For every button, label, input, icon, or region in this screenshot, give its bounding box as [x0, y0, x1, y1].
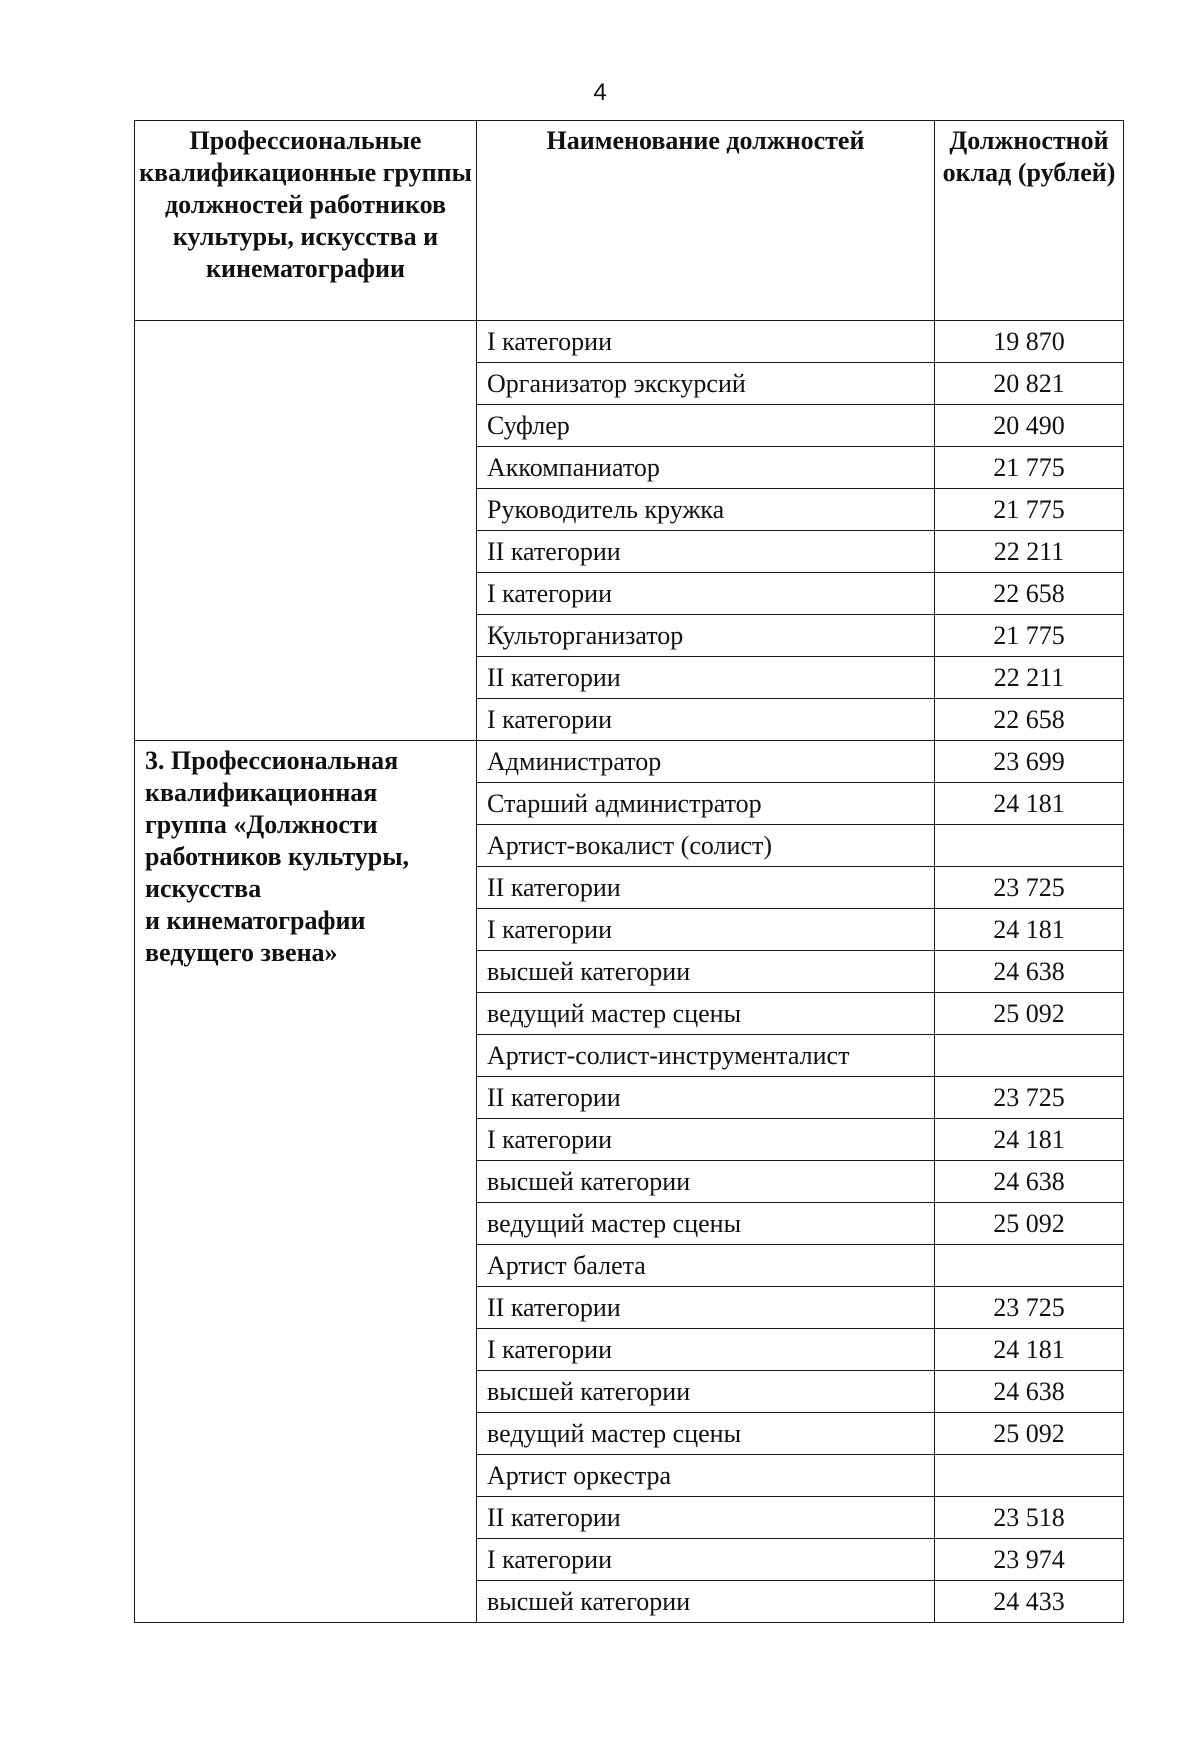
- position-name-cell: Артист-солист-инструменталист: [477, 1035, 935, 1077]
- position-name-cell: II категории: [477, 1497, 935, 1539]
- salary-table: [134, 120, 1124, 1623]
- position-name-cell: I категории: [477, 573, 935, 615]
- salary-cell: 24 638: [935, 1161, 1124, 1203]
- group-cell: [135, 741, 477, 1623]
- header-group-column: Профессиональные квалификационные группы должностей работников культуры, искусства и кинематографии: [135, 121, 477, 321]
- position-name-cell: Аккомпаниатор: [477, 447, 935, 489]
- salary-cell: 23 725: [935, 1077, 1124, 1119]
- salary-cell: 24 638: [935, 1371, 1124, 1413]
- salary-cell: 23 699: [935, 741, 1124, 783]
- salary-cell: 23 725: [935, 1287, 1124, 1329]
- position-name-cell: I категории: [477, 909, 935, 951]
- salary-cell: 19 870: [935, 321, 1124, 363]
- salary-cell: 24 181: [935, 1119, 1124, 1161]
- group-title: 3. Профессиональная квалификационная группа «Должности работников культуры, искусства и кинематографии ведущего звена»: [145, 746, 410, 967]
- salary-cell: 24 181: [935, 1329, 1124, 1371]
- salary-cell: 23 974: [935, 1539, 1124, 1581]
- position-name-cell: ведущий мастер сцены: [477, 993, 935, 1035]
- position-name-cell: I категории: [477, 1119, 935, 1161]
- group-cell: [135, 321, 477, 741]
- salary-cell: 22 211: [935, 657, 1124, 699]
- position-name-cell: Артист балета: [477, 1245, 935, 1287]
- position-name-cell: Культорганизатор: [477, 615, 935, 657]
- salary-cell: 21 775: [935, 489, 1124, 531]
- position-name-cell: Организатор экскурсий: [477, 363, 935, 405]
- position-name-cell: высшей категории: [477, 951, 935, 993]
- table-header-row: [135, 121, 1124, 321]
- position-name-cell: Артист оркестра: [477, 1455, 935, 1497]
- position-name-cell: I категории: [477, 1539, 935, 1581]
- salary-cell: 24 638: [935, 951, 1124, 993]
- salary-cell: 22 658: [935, 573, 1124, 615]
- position-name-cell: Руководитель кружка: [477, 489, 935, 531]
- position-name-cell: ведущий мастер сцены: [477, 1203, 935, 1245]
- position-name-cell: Администратор: [477, 741, 935, 783]
- salary-cell: 20 490: [935, 405, 1124, 447]
- position-name-cell: Артист-вокалист (солист): [477, 825, 935, 867]
- salary-cell: 24 433: [935, 1581, 1124, 1623]
- salary-cell: 22 211: [935, 531, 1124, 573]
- position-name-cell: II категории: [477, 531, 935, 573]
- salary-cell: 22 658: [935, 699, 1124, 741]
- position-name-cell: II категории: [477, 867, 935, 909]
- position-name-cell: Суфлер: [477, 405, 935, 447]
- salary-cell: [935, 1035, 1124, 1077]
- salary-cell: 25 092: [935, 993, 1124, 1035]
- table-row: [135, 321, 1124, 363]
- page-number: 4: [593, 79, 607, 106]
- salary-cell: [935, 1455, 1124, 1497]
- salary-cell: [935, 825, 1124, 867]
- position-name-cell: высшей категории: [477, 1161, 935, 1203]
- header-position-column: Наименование должностей: [477, 121, 935, 321]
- position-name-cell: Старший администратор: [477, 783, 935, 825]
- salary-cell: 23 518: [935, 1497, 1124, 1539]
- salary-cell: 20 821: [935, 363, 1124, 405]
- position-name-cell: II категории: [477, 1287, 935, 1329]
- position-name-cell: II категории: [477, 657, 935, 699]
- salary-cell: 24 181: [935, 909, 1124, 951]
- salary-cell: 21 775: [935, 447, 1124, 489]
- salary-cell: 21 775: [935, 615, 1124, 657]
- salary-cell: 25 092: [935, 1203, 1124, 1245]
- position-name-cell: высшей категории: [477, 1581, 935, 1623]
- position-name-cell: высшей категории: [477, 1371, 935, 1413]
- salary-cell: 24 181: [935, 783, 1124, 825]
- table-body: [135, 321, 1124, 1623]
- position-name-cell: I категории: [477, 1329, 935, 1371]
- header-salary-column: Должностной оклад (рублей): [935, 121, 1124, 321]
- position-name-cell: I категории: [477, 699, 935, 741]
- position-name-cell: ведущий мастер сцены: [477, 1413, 935, 1455]
- salary-cell: [935, 1245, 1124, 1287]
- salary-cell: 25 092: [935, 1413, 1124, 1455]
- position-name-cell: II категории: [477, 1077, 935, 1119]
- salary-cell: 23 725: [935, 867, 1124, 909]
- table-row: [135, 741, 1124, 783]
- position-name-cell: I категории: [477, 321, 935, 363]
